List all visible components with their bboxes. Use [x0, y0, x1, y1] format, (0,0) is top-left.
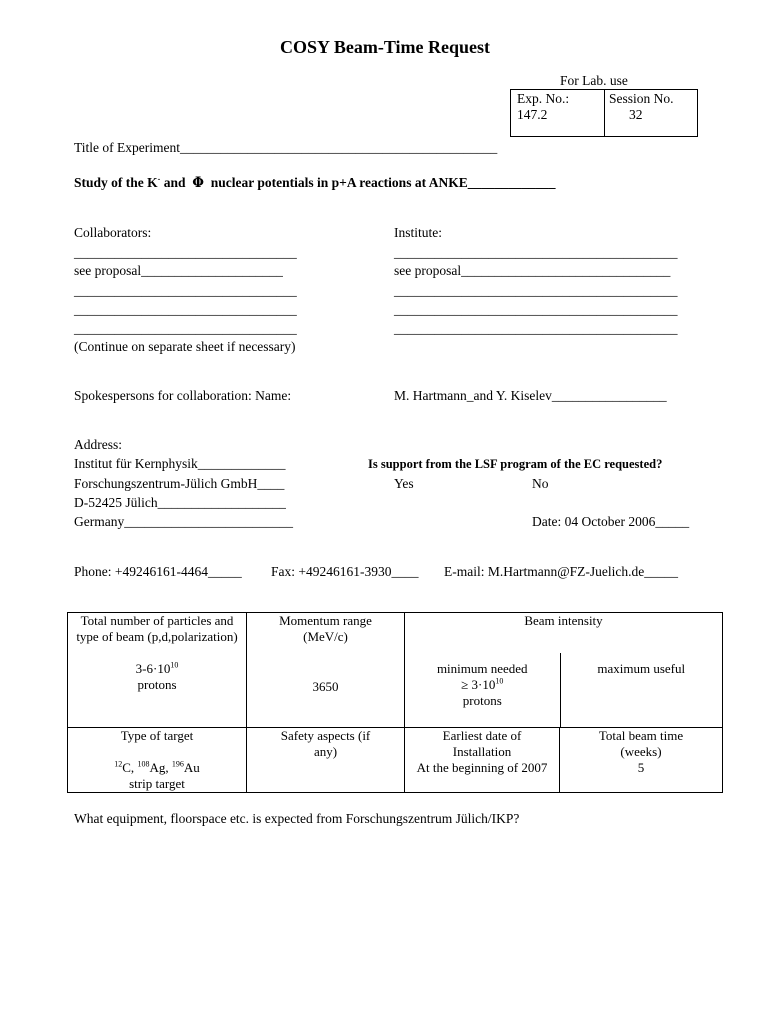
particles-header: Total number of particles and type of beam (p,d,polarization)	[76, 613, 238, 644]
continue-note: (Continue on separate sheet if necessary)	[74, 339, 296, 354]
beam-intensity-cell	[405, 613, 723, 728]
beam-intensity-subcells	[405, 653, 722, 727]
experiment-title-part1: Study of the K	[74, 175, 158, 190]
target-type: strip target	[129, 776, 185, 791]
min-needed-label: minimum needed	[436, 661, 528, 676]
spokespersons-names: M. Hartmann_and Y. Kiselev_________________	[394, 388, 667, 403]
collaborators-line-5: _________________________________	[74, 321, 297, 336]
institute-line-4: __________________________________________	[394, 302, 678, 317]
total-time-cell	[560, 728, 723, 793]
earliest-date-value: At the beginning of 2007	[416, 760, 548, 775]
safety-cell	[247, 728, 405, 793]
collaborators-line-2: see proposal_____________________	[74, 263, 283, 278]
spokespersons-label: Spokespersons for collaboration: Name:	[74, 388, 292, 403]
collaborators-line-1: _________________________________	[74, 245, 297, 260]
experiment-title	[74, 175, 555, 191]
collaborators-line-3: _________________________________	[74, 283, 297, 298]
exp-no-label: Exp. No.:	[517, 91, 570, 106]
lab-use-divider	[604, 90, 605, 136]
institute-line-2: see proposal_______________________________	[394, 263, 671, 278]
phi-symbol: Φ	[192, 175, 204, 191]
fax: Fax: +49246161-3930____	[271, 564, 419, 579]
address-line-4: Germany_________________________	[74, 514, 293, 529]
total-time-value: 5	[637, 760, 645, 775]
min-needed-exp: 10	[495, 676, 504, 686]
momentum-header: Momentum range (MeV/c)	[279, 613, 372, 644]
target-au-mass: 196	[171, 759, 184, 769]
target-header: Type of target	[120, 728, 194, 743]
institute-line-3: __________________________________________	[394, 283, 678, 298]
safety-header: Safety aspects (if any)	[280, 728, 371, 759]
address-line-1: Institut für Kernphysik_____________	[74, 456, 286, 471]
beam-intensity-header: Beam intensity	[524, 613, 603, 628]
target-au: Au	[183, 760, 200, 775]
min-needed-value	[405, 677, 560, 693]
request-date: Date: 04 October 2006_____	[532, 514, 690, 529]
address-label: Address:	[74, 437, 122, 452]
max-useful-cell	[560, 653, 722, 727]
experiment-title-sup: -	[157, 174, 161, 184]
earliest-date-header: Earliest date of Installation	[442, 728, 522, 759]
experiment-title-part2: and	[160, 175, 193, 190]
particles-value	[68, 661, 246, 677]
phone: Phone: +49246161-4464_____	[74, 564, 242, 579]
institute-line-1: __________________________________________	[394, 245, 678, 260]
collaborators-line-4: _________________________________	[74, 302, 297, 317]
target-value	[68, 760, 246, 776]
lsf-no-option: No	[532, 476, 549, 491]
momentum-cell	[247, 613, 405, 728]
target-ag-mass: 108	[137, 759, 150, 769]
lsf-question: Is support from the LSF program of the EC requested?	[368, 457, 663, 471]
total-time-header: Total beam time (weeks)	[598, 728, 684, 759]
institute-line-5: __________________________________________	[394, 321, 678, 336]
min-needed-cell	[405, 653, 560, 727]
address-line-2: Forschungszentrum-Jülich GmbH____	[74, 476, 285, 491]
target-c-mass: 12	[114, 759, 123, 769]
session-no-value: 32	[629, 107, 643, 122]
beam-request-table	[67, 612, 723, 793]
experiment-title-part3: nuclear potentials in p+A reactions at ANKE_____________	[203, 175, 556, 190]
max-useful-label: maximum useful	[597, 661, 686, 676]
title-of-experiment-label: Title of Experiment_______________________________________________	[74, 140, 498, 155]
target-c: C,	[122, 760, 138, 775]
address-line-3: D-52425 Jülich___________________	[74, 495, 286, 510]
institute-label: Institute:	[394, 225, 442, 240]
particles-type: protons	[137, 677, 177, 692]
min-needed-type: protons	[462, 693, 502, 708]
email: E-mail: M.Hartmann@FZ-Juelich.de_____	[444, 564, 679, 579]
min-needed-base: ≥ 3·10	[461, 677, 496, 692]
collaborators-label: Collaborators:	[74, 225, 152, 240]
particles-value-base: 3-6·10	[135, 661, 171, 676]
lab-use-box	[510, 89, 698, 137]
equipment-question: What equipment, floorspace etc. is expected from Forschungszentrum Jülich/IKP?	[74, 811, 520, 826]
page-title: COSY Beam-Time Request	[280, 37, 490, 57]
lsf-yes-option: Yes	[394, 476, 414, 491]
particles-value-exp: 10	[170, 660, 179, 670]
session-no-label: Session No.	[609, 91, 674, 106]
target-ag: Ag,	[149, 760, 172, 775]
earliest-date-cell	[405, 728, 560, 793]
particles-cell	[68, 613, 247, 728]
lab-use-label: For Lab. use	[560, 73, 628, 88]
target-cell	[68, 728, 247, 793]
momentum-value: 3650	[312, 679, 339, 694]
exp-no-value: 147.2	[517, 107, 548, 122]
